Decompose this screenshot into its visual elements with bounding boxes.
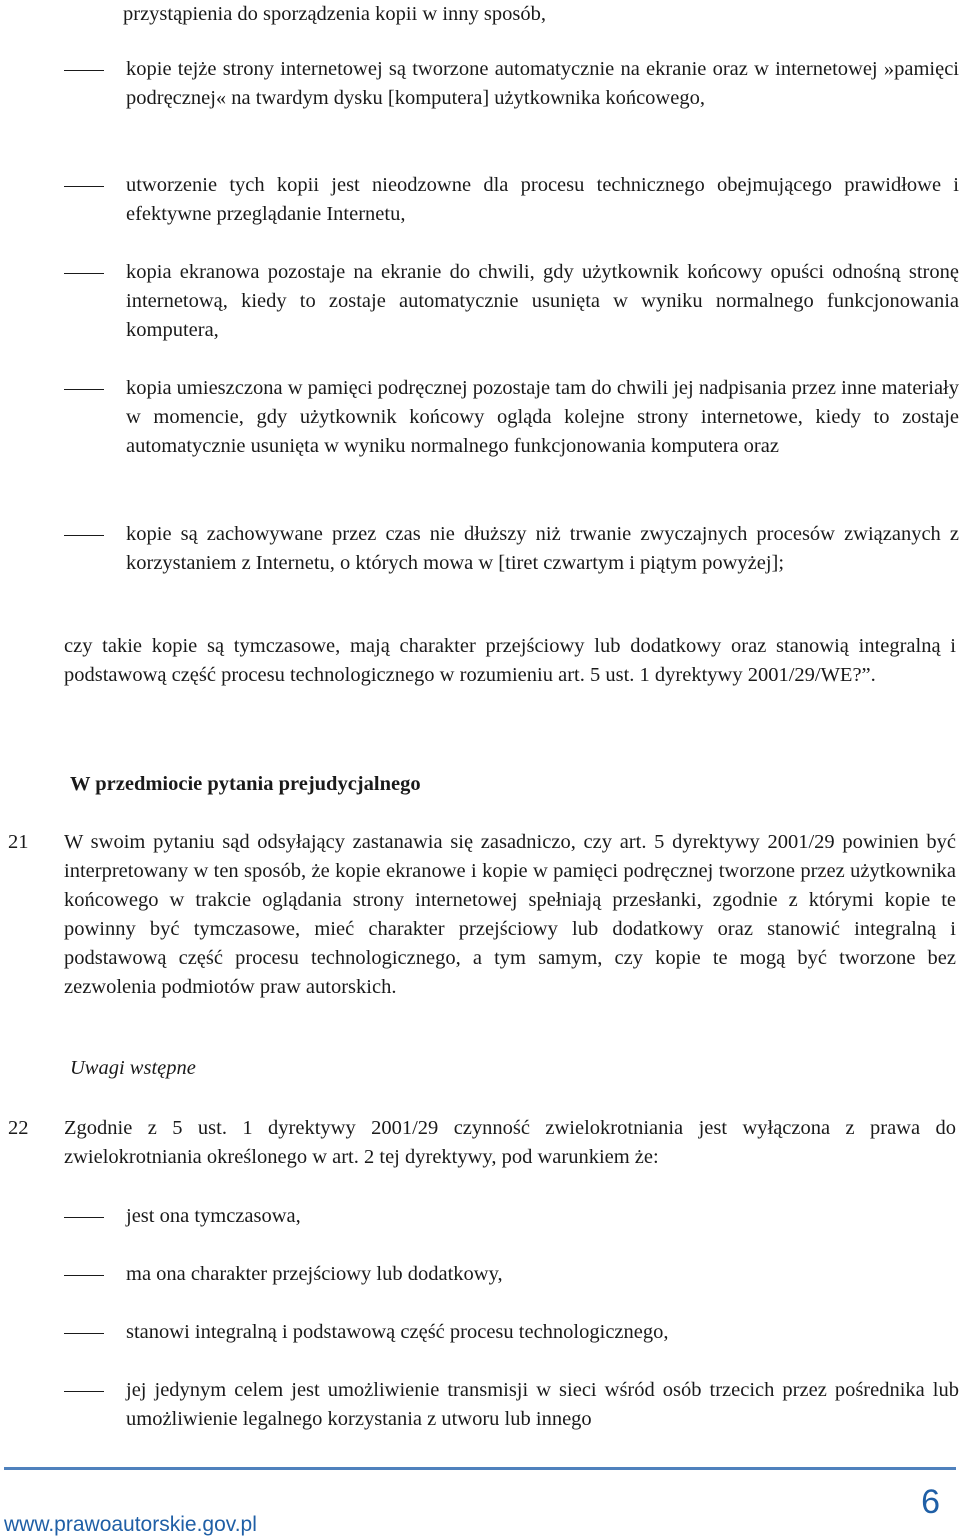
condition-text: kopia ekranowa pozostaje na ekranie do chwili, gdy użytkownik końcowy opuści odnośną stronę internetową, kiedy to zostaje automatycznie usunięta w wyniku normalnego funkcjonowania komputera,: [126, 261, 959, 341]
dash-bullet: [64, 1217, 104, 1218]
dash-bullet: [64, 1275, 104, 1276]
footer-website-link[interactable]: www.prawoautorskie.gov.pl: [4, 1513, 257, 1536]
dash-bullet: [64, 1391, 104, 1392]
paragraph-number: 22: [8, 1117, 29, 1139]
dash-bullet: [64, 535, 104, 536]
section-heading: W przedmiocie pytania prejudycjalnego: [70, 773, 421, 795]
page-number: 6: [921, 1483, 940, 1521]
condition-text: kopie tejże strony internetowej są tworzone automatycznie na ekranie oraz w internetowej »pamięci podręcznej« na twardym dysku [komputera] użytkownika końcowego,: [126, 58, 959, 109]
subsection-heading: Uwagi wstępne: [70, 1057, 196, 1079]
paragraph-number: 21: [8, 831, 29, 853]
continued-line: przystąpienia do sporządzenia kopii w inny sposób,: [123, 3, 547, 25]
condition-text: kopia umieszczona w pamięci podręcznej pozostaje tam do chwili jej nadpisania przez inne materiały w momencie, gdy użytkownik końcowy ogląda kolejne strony internetowe, kiedy to zostaje automatycznie usunięta w wyniku normalnego funkcjonowania komputera oraz: [126, 377, 959, 457]
dash-bullet: [64, 186, 104, 187]
condition-text: jest ona tymczasowa,: [126, 1205, 301, 1227]
dash-bullet: [64, 273, 104, 274]
paragraph-21-text: W swoim pytaniu sąd odsyłający zastanawia się zasadniczo, czy art. 5 dyrektywy 2001/29 powinien być interpretowany w ten sposób, że kopie ekranowe i kopie w pamięci podręcznej tworzone przez użytkownika końcowego w trakcie oglądania strony internetowej spełniają przesłanki, zgodnie z którymi kopie te powinny być tymczasowe, mieć charakter przejściowy lub dodatkowy oraz stanowić integralną i podstawową część procesu technologicznego, a tym samym, czy kopie te mogą być tworzone bez zezwolenia podmiotów praw autorskich.: [64, 831, 956, 998]
dash-bullet: [64, 389, 104, 390]
dash-bullet: [64, 1333, 104, 1334]
paragraph-22-text: Zgodnie z 5 ust. 1 dyrektywy 2001/29 czynność zwielokrotniania jest wyłączona z prawa do zwielokrotniania określonego w art. 2 tej dyrektywy, pod warunkiem że:: [64, 1117, 956, 1168]
condition-text: ma ona charakter przejściowy lub dodatkowy,: [126, 1263, 503, 1285]
condition-text: utworzenie tych kopii jest nieodzowne dla procesu technicznego obejmującego prawidłowe i efektywne przeglądanie Internetu,: [126, 174, 959, 225]
condition-text: kopie są zachowywane przez czas nie dłuższy niż trwanie zwyczajnych procesów związanych z korzystaniem z Internetu, o których mowa w [tiret czwartym i piątym powyżej];: [126, 523, 959, 574]
question-text: czy takie kopie są tymczasowe, mają charakter przejściowy lub dodatkowy oraz stanowią integralną i podstawową część procesu technologicznego w rozumieniu art. 5 ust. 1 dyrektywy 2001/29/WE?”.: [64, 635, 956, 686]
dash-bullet: [64, 70, 104, 71]
footer-divider: [4, 1467, 956, 1470]
condition-text: jej jedynym celem jest umożliwienie transmisji w sieci wśród osób trzecich przez pośrednika lub umożliwienie legalnego korzystania z utworu lub innego: [126, 1379, 959, 1430]
condition-text: stanowi integralną i podstawową część procesu technologicznego,: [126, 1321, 669, 1343]
